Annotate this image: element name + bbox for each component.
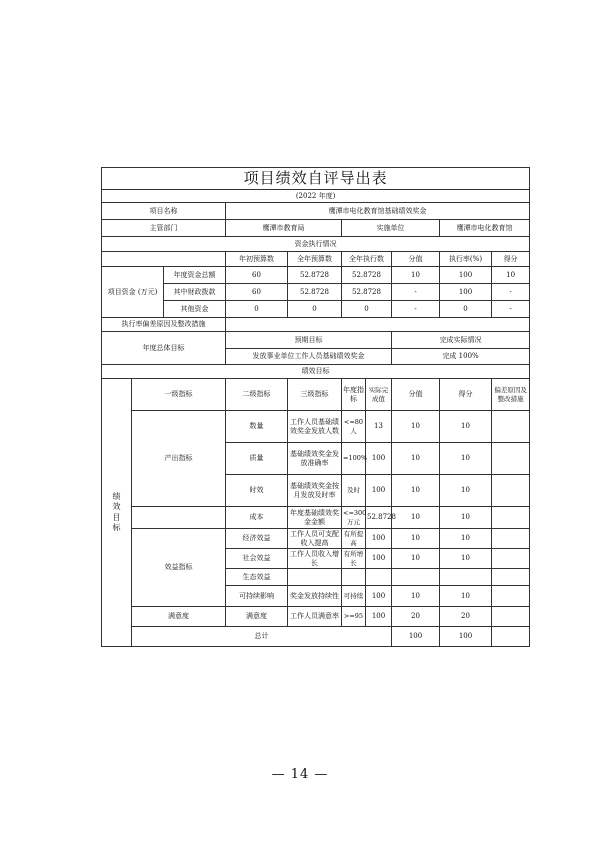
l2-cell: 成本: [226, 507, 288, 529]
target-cell: 有所提高: [342, 529, 366, 549]
actual-cell: 100: [366, 529, 392, 549]
got-cell: 10: [440, 529, 492, 549]
funds-cell: -: [492, 301, 530, 318]
l2-cell: 生态效益: [226, 569, 288, 586]
perf-header: 一级指标: [132, 379, 226, 411]
got-cell: 10: [440, 443, 492, 475]
l3-cell: 基础绩效奖金按月发放及时率: [288, 475, 342, 507]
dept-label: 主管部门: [102, 220, 226, 237]
satisfaction-l1: 满意度: [132, 607, 226, 627]
perf-header: 分值: [392, 379, 440, 411]
actual-cell: 13: [366, 411, 392, 443]
funds-cell: 0: [288, 301, 342, 318]
l3-cell: 奖金发放持续性: [288, 586, 342, 607]
score-cell: 10: [392, 411, 440, 443]
target-cell: 及时: [342, 475, 366, 507]
actual-cell: 100: [366, 549, 392, 569]
score-cell: 10: [392, 586, 440, 607]
funds-cell: -: [392, 301, 440, 318]
output-label-blank: [132, 507, 226, 529]
target-cell: 有所增长: [342, 549, 366, 569]
unit-label: 实施单位: [342, 220, 440, 237]
funds-header: 执行率(%): [440, 252, 492, 267]
funds-cell: 52.8728: [342, 267, 392, 284]
funds-cell: 0: [440, 301, 492, 318]
perf-header: 实际完成值: [366, 379, 392, 411]
funds-row-name: 年度资金总额: [164, 267, 226, 284]
performance-table: [101, 167, 530, 647]
l2-cell: 质量: [226, 443, 288, 475]
project-name: 鹰潭市电化教育馆基础绩效奖金: [226, 203, 530, 220]
funds-header: 全年执行数: [342, 252, 392, 267]
score-cell: 10: [392, 549, 440, 569]
got-cell: 10: [440, 475, 492, 507]
unit-value: 鹰潭市电化教育馆: [440, 220, 530, 237]
funds-cell: 10: [492, 267, 530, 284]
funds-header: 年初预算数: [226, 252, 288, 267]
deviation-label: 执行率偏差原因及整改措施: [102, 318, 226, 332]
l2-cell: 社会效益: [226, 549, 288, 569]
l2-cell: 数量: [226, 411, 288, 443]
l3-cell: 工作人员基础绩效奖金发放人数: [288, 411, 342, 443]
funds-header: 全年预算数: [288, 252, 342, 267]
l2-cell: 可持续影响: [226, 586, 288, 607]
actual-cell: 100: [366, 443, 392, 475]
l3-cell: 年度基础绩效奖金金额: [288, 507, 342, 529]
dept-value: 鹰潭市教育局: [226, 220, 342, 237]
score-cell: [392, 569, 440, 586]
funds-label: 项目资金 (万元): [102, 267, 164, 318]
total-score: 100: [392, 627, 440, 647]
funds-cell: 52.8728: [288, 267, 342, 284]
benefit-label: 效益指标: [132, 529, 226, 607]
got-cell: 10: [440, 507, 492, 529]
actual-cell: [366, 569, 392, 586]
total-got: 100: [440, 627, 492, 647]
reason-cell: [492, 549, 530, 569]
expected-text: 发放事业单位工作人员基础绩效奖金: [226, 349, 392, 365]
reason-cell: [492, 529, 530, 549]
expected-label: 预期目标: [226, 332, 392, 349]
target-cell: <=300万元: [342, 507, 366, 529]
table-title: 项目绩效自评导出表: [102, 168, 530, 190]
actual-cell: 52.8728: [366, 507, 392, 529]
perf-section-header: 绩效目标: [102, 365, 530, 379]
l2-cell: 经济效益: [226, 529, 288, 549]
l3-cell: 工作人员可支配收入提高: [288, 529, 342, 549]
funds-row-name: 其中财政拨款: [164, 284, 226, 301]
funds-header-blank: [102, 252, 226, 267]
funds-cell: 60: [226, 267, 288, 284]
satisfaction-l3: 工作人员满意率: [288, 607, 342, 627]
funds-header: 得分: [492, 252, 530, 267]
funds-cell: 0: [226, 301, 288, 318]
target-cell: [342, 569, 366, 586]
funds-cell: 100: [440, 284, 492, 301]
perf-header: 二级指标: [226, 379, 288, 411]
annual-goal-label: 年度总体目标: [102, 332, 226, 365]
perf-side-label: 绩效目标: [102, 379, 132, 647]
funds-cell: -: [392, 284, 440, 301]
reason-cell: [492, 586, 530, 607]
year-label: (2022 年度): [102, 190, 530, 203]
perf-header: 年度指标: [342, 379, 366, 411]
l2-cell: 时效: [226, 475, 288, 507]
reason-cell: [492, 443, 530, 475]
got-cell: 10: [440, 586, 492, 607]
got-cell: 10: [440, 411, 492, 443]
actual-label: 完成实际情况: [392, 332, 530, 349]
funds-cell: 60: [226, 284, 288, 301]
score-cell: 10: [392, 529, 440, 549]
score-cell: 10: [392, 475, 440, 507]
target-cell: 可持续: [342, 586, 366, 607]
reason-cell: [492, 475, 530, 507]
perf-header: 三级指标: [288, 379, 342, 411]
funds-header: 分值: [392, 252, 440, 267]
output-label: 产出指标: [132, 411, 226, 507]
project-name-label: 项目名称: [102, 203, 226, 220]
reason-cell: [492, 569, 530, 586]
page-number: — 14 —: [271, 767, 329, 782]
satisfaction-got: 20: [440, 607, 492, 627]
perf-header: 偏差原因及整改措施: [492, 379, 530, 411]
funds-row-name: 其他资金: [164, 301, 226, 318]
l3-cell: 基础绩效奖金发放准确率: [288, 443, 342, 475]
funds-cell: 0: [342, 301, 392, 318]
total-label: 总计: [132, 627, 392, 647]
reason-cell: [492, 411, 530, 443]
satisfaction-l2: 满意度: [226, 607, 288, 627]
actual-text: 完成 100%: [392, 349, 530, 365]
score-cell: 10: [392, 443, 440, 475]
target-cell: <=80人: [342, 411, 366, 443]
actual-cell: 100: [366, 586, 392, 607]
satisfaction-actual: 100: [366, 607, 392, 627]
l3-cell: 工作人员收入增长: [288, 549, 342, 569]
actual-cell: 100: [366, 475, 392, 507]
score-cell: 10: [392, 507, 440, 529]
l3-cell: [288, 569, 342, 586]
reason-cell: [492, 607, 530, 627]
funds-section-header: 资金执行情况: [102, 237, 530, 252]
reason-cell: [492, 507, 530, 529]
funds-cell: 52.8728: [288, 284, 342, 301]
satisfaction-score: 20: [392, 607, 440, 627]
funds-cell: 100: [440, 267, 492, 284]
got-cell: [440, 569, 492, 586]
funds-cell: -: [492, 284, 530, 301]
satisfaction-target: >=95: [342, 607, 366, 627]
funds-cell: 52.8728: [342, 284, 392, 301]
perf-header: 得分: [440, 379, 492, 411]
got-cell: 10: [440, 549, 492, 569]
deviation-value: [226, 318, 530, 332]
target-cell: =100%: [342, 443, 366, 475]
funds-cell: 10: [392, 267, 440, 284]
total-blank: [492, 627, 530, 647]
